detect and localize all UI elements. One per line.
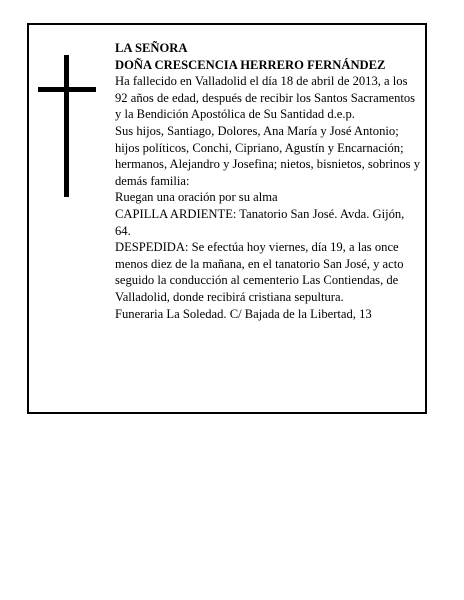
death-announcement: Ha fallecido en Valladolid el día 18 de abril de 2013, a los 92 años de edad, después de recibir los Santos Sacramentos y la Bendición Apostólica de Su Santidad d.e.p. — [115, 74, 416, 122]
family-list: Sus hijos, Santiago, Dolores, Ana María y José Antonio; hijos políticos, Conchi, Cipriano, Agustín y Encarnación; hermanos, Alejandro y Josefina; nietos, bisnietos, sobrinos y demás familia: — [115, 123, 421, 188]
obituary-text — [115, 40, 420, 322]
cross-horizontal-bar — [38, 87, 96, 92]
cross-vertical-bar — [64, 55, 69, 197]
deceased-name: DOÑA CRESCENCIA HERRERO FERNÁNDEZ — [115, 57, 386, 72]
prayer-request: Ruegan una oración por su alma — [115, 190, 278, 205]
title-line-1: LA SEÑORA — [115, 41, 188, 55]
chapel-info: CAPILLA ARDIENTE: Tanatorio San José. Avda. Gijón, 64. — [115, 206, 405, 238]
funeral-home-info: Funeraria La Soledad. C/ Bajada de la Libertad, 13 — [115, 306, 372, 321]
cross-icon — [38, 55, 96, 197]
farewell-info: DESPEDIDA: Se efectúa hoy viernes, día 19, a las once menos diez de la mañana, en el tanatorio San José, y acto seguido la conducción al cementerio Las Contiendas, de Valladolid, donde recibirá cristiana sepultura. — [115, 240, 404, 304]
